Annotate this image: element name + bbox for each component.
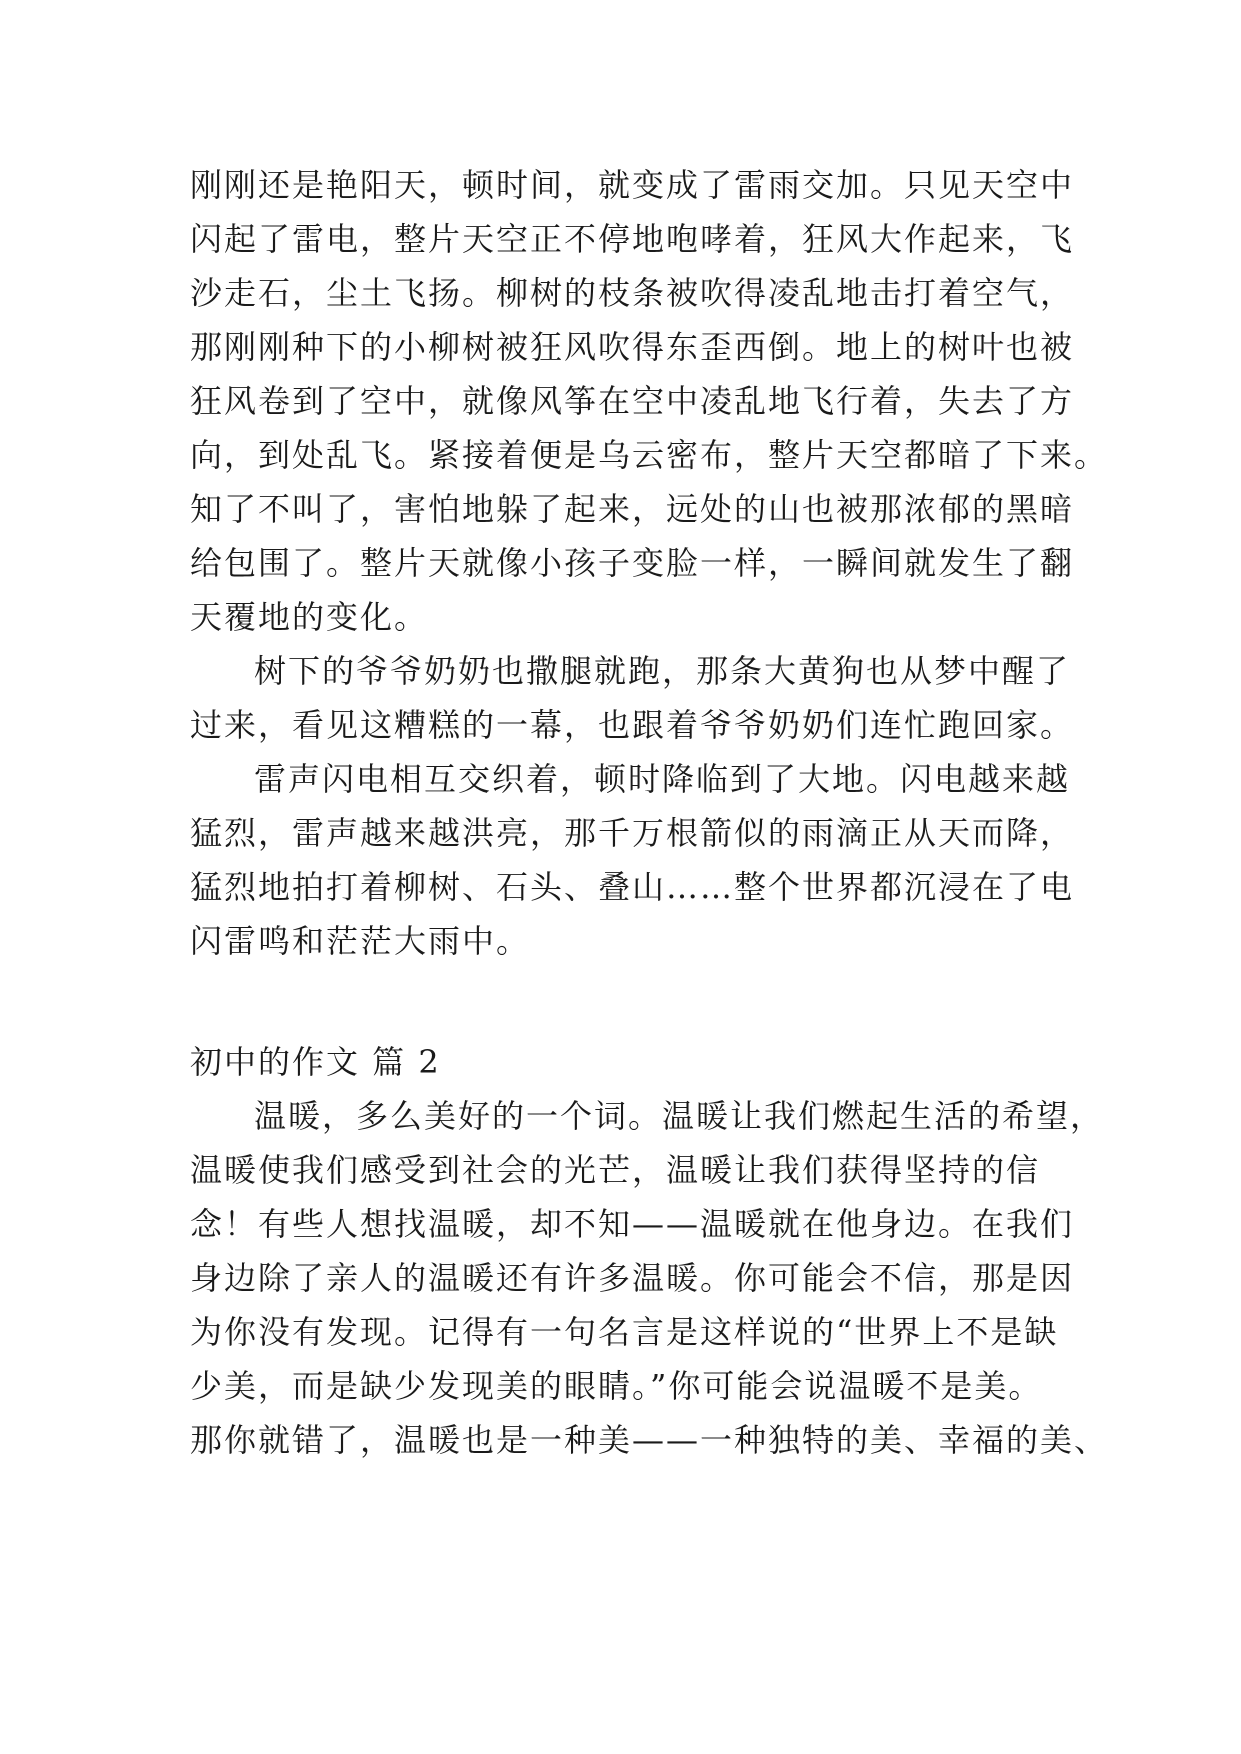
text-line: 过来，看见这糟糕的一幕，也跟着爷爷奶奶们连忙跑回家。 [190, 706, 1075, 744]
essay-2-title: 初中的作文 篇 2 [190, 1043, 441, 1081]
text-line: 给包围了。整片天就像小孩子变脸一样，一瞬间就发生了翻 [190, 544, 1075, 582]
text-line: 闪雷鸣和茫茫大雨中。 [190, 922, 531, 960]
text-line: 沙走石，尘土飞扬。柳树的枝条被吹得凌乱地击打着空气， [190, 274, 1075, 312]
text-line: 知了不叫了，害怕地躲了起来，远处的山也被那浓郁的黑暗 [190, 490, 1075, 528]
essay-2-body [190, 1089, 1109, 1467]
paragraph-start-line: 温暖，多么美好的一个词。温暖让我们燃起生活的希望， [254, 1097, 1105, 1135]
paragraph-start-line: 雷声闪电相互交织着，顿时降临到了大地。闪电越来越 [254, 760, 1071, 798]
text-line: 身边除了亲人的温暖还有许多温暖。你可能会不信，那是因 [190, 1259, 1075, 1297]
text-line: 那你就错了，温暖也是一种美——一种独特的美、幸福的美、 [190, 1421, 1109, 1459]
text-line: 猛烈，雷声越来越洪亮，那千万根箭似的雨滴正从天而降， [190, 814, 1075, 852]
text-line: 猛烈地拍打着柳树、石头、叠山……整个世界都沉浸在了电 [190, 868, 1075, 906]
text-line: 少美，而是缺少发现美的眼睛。”你可能会说温暖不是美。 [190, 1367, 1043, 1405]
text-line: 闪起了雷电，整片天空正不停地咆哮着，狂风大作起来，飞 [190, 220, 1075, 258]
paragraph-start-line: 树下的爷爷奶奶也撒腿就跑，那条大黄狗也从梦中醒了 [254, 652, 1071, 690]
text-line: 狂风卷到了空中，就像风筝在空中凌乱地飞行着，失去了方 [190, 382, 1075, 420]
text-line: 天覆地的变化。 [190, 598, 429, 636]
essay-1-body [190, 158, 1109, 968]
text-line: 刚刚还是艳阳天，顿时间，就变成了雷雨交加。只见天空中 [190, 166, 1075, 204]
text-line: 念！有些人想找温暖，却不知——温暖就在他身边。在我们 [190, 1205, 1075, 1243]
text-line: 温暖使我们感受到社会的光芒，温暖让我们获得坚持的信 [190, 1151, 1041, 1189]
text-line: 向，到处乱飞。紧接着便是乌云密布，整片天空都暗了下来。 [190, 436, 1109, 474]
text-line: 那刚刚种下的小柳树被狂风吹得东歪西倒。地上的树叶也被 [190, 328, 1075, 366]
text-line: 为你没有发现。记得有一句名言是这样说的“世界上不是缺 [190, 1313, 1059, 1351]
